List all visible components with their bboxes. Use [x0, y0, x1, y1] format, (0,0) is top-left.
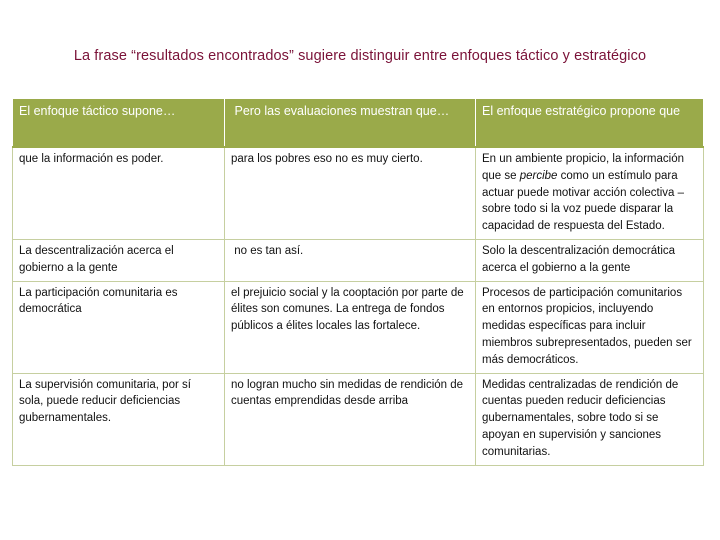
cell-tactical: La supervisión comunitaria, por sí sola, puede reducir deficiencias gubernamentales. — [13, 373, 225, 465]
cell-emphasis: percibe — [519, 169, 558, 182]
cell-text: En un ambiente propicio, la información que se — [482, 153, 685, 182]
slide-title: La frase “resultados encontrados” sugiere distinguir entre enfoques táctico y estratégico — [73, 48, 647, 64]
table-row — [13, 147, 704, 239]
cell-strategic — [476, 147, 704, 239]
cell-evaluation: el prejuicio social y la cooptación por parte de élites son comunes. La entrega de fondos públicos a élites locales las fortalece. — [225, 281, 476, 373]
cell-tactical: La descentralización acerca el gobierno a la gente — [13, 239, 225, 281]
cell-strategic: Solo la descentralización democrática acerca el gobierno a la gente — [476, 239, 704, 281]
header-strategic: El enfoque estratégico propone que — [476, 99, 704, 148]
cell-evaluation: no es tan así. — [225, 239, 476, 281]
header-tactical: El enfoque táctico supone… — [13, 99, 225, 148]
cell-strategic: Procesos de participación comunitarios en entornos propicios, incluyendo medidas específicas para incluir miembros subrepresentados, pueden ser más democráticos. — [476, 281, 704, 373]
table-header-row — [13, 99, 704, 148]
cell-evaluation: no logran mucho sin medidas de rendición de cuentas emprendidas desde arriba — [225, 373, 476, 465]
cell-strategic: Medidas centralizadas de rendición de cuentas pueden reducir deficiencias gubernamentales, sobre todo si se apoyan en supervisión y sanciones comunitarias. — [476, 373, 704, 465]
table-row — [13, 281, 704, 373]
cell-tactical: que la información es poder. — [13, 147, 225, 239]
header-evaluations: Pero las evaluaciones muestran que… — [225, 99, 476, 148]
table-row — [13, 373, 704, 465]
cell-text: como un estímulo para actuar puede motivar acción colectiva – sobre todo si la voz puede disparar la capacidad de respuesta del Estado. — [482, 169, 684, 233]
cell-evaluation: para los pobres eso no es muy cierto. — [225, 147, 476, 239]
table-row — [13, 239, 704, 281]
comparison-table — [12, 98, 704, 466]
cell-tactical: La participación comunitaria es democrática — [13, 281, 225, 373]
